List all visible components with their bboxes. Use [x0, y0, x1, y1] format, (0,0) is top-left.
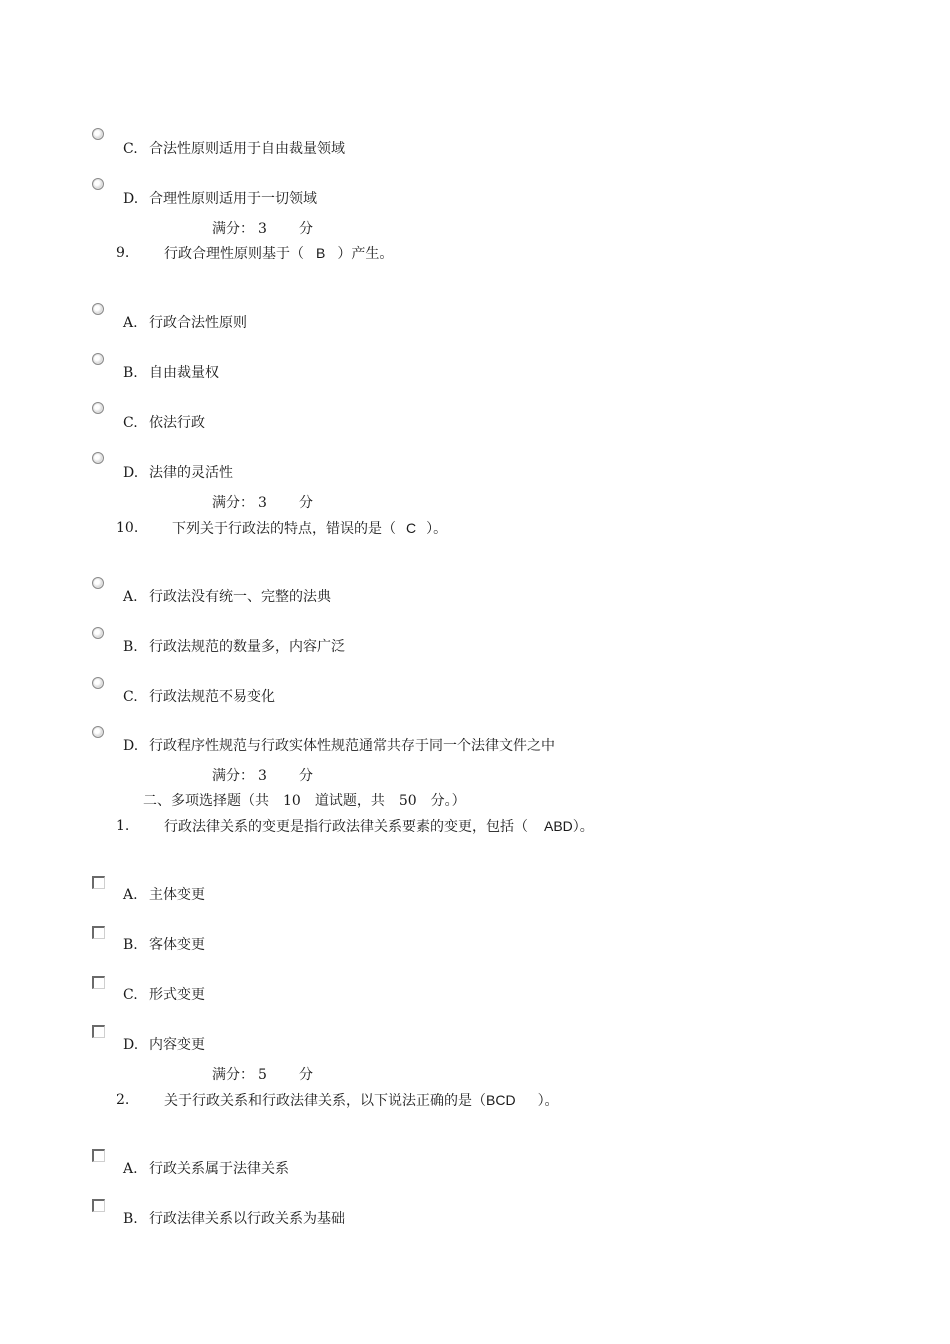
radio-q8-d[interactable]	[92, 178, 104, 190]
radio-q10-d[interactable]	[92, 726, 104, 738]
section-heading: 二、多项选择题（共 10 道试题，共 50 分。）	[143, 793, 466, 809]
option-letter: A.	[123, 315, 138, 331]
score-unit: 分	[299, 768, 313, 784]
option-letter: A.	[123, 887, 138, 903]
score-value: 3	[258, 768, 267, 784]
radio-q9-b[interactable]	[92, 353, 104, 365]
option-text: 行政法规范不易变化	[149, 689, 275, 705]
option-letter: D.	[123, 191, 139, 207]
checkbox-m1-c[interactable]	[92, 976, 105, 989]
option-text: 合法性原则适用于自由裁量领域	[149, 141, 345, 157]
option-letter: C.	[123, 689, 138, 705]
question-text: 行政法律关系的变更是指行政法律关系要素的变更，包括（ ABD）。	[164, 818, 594, 835]
answer: ABD	[544, 818, 573, 834]
checkbox-m1-d[interactable]	[92, 1025, 105, 1038]
option-text: 主体变更	[149, 887, 205, 903]
option-text: 形式变更	[149, 987, 205, 1003]
option-text: 合理性原则适用于一切领域	[149, 191, 317, 207]
question-text: 关于行政关系和行政法律关系，以下说法正确的是（BCD ）。	[164, 1092, 559, 1109]
option-text: 行政合法性原则	[149, 315, 247, 331]
question-text: 行政合理性原则基于（ B ）产生。	[164, 245, 394, 262]
score-label: 满分：	[212, 1067, 254, 1083]
option-letter: C.	[123, 987, 138, 1003]
option-text: 行政法律关系以行政关系为基础	[149, 1211, 345, 1227]
option-text: 法律的灵活性	[149, 465, 233, 481]
score-unit: 分	[299, 495, 313, 511]
option-letter: B.	[123, 1211, 138, 1227]
radio-q10-b[interactable]	[92, 627, 104, 639]
radio-q9-d[interactable]	[92, 452, 104, 464]
score-label: 满分：	[212, 221, 254, 237]
option-text: 行政法没有统一、完整的法典	[149, 589, 331, 605]
answer: C	[406, 520, 417, 536]
score-label: 满分：	[212, 495, 254, 511]
option-text: 行政法规范的数量多，内容广泛	[149, 639, 345, 655]
option-letter: B.	[123, 937, 138, 953]
score-value: 5	[258, 1067, 267, 1083]
question-number: 2.	[116, 1092, 130, 1108]
option-text: 依法行政	[149, 415, 205, 431]
question-number: 9.	[116, 245, 130, 261]
option-text: 自由裁量权	[149, 365, 219, 381]
option-letter: D.	[123, 465, 139, 481]
radio-q10-a[interactable]	[92, 577, 104, 589]
score-value: 3	[258, 221, 267, 237]
question-number: 1.	[116, 818, 130, 834]
checkbox-m2-b[interactable]	[92, 1199, 105, 1212]
answer: BCD	[486, 1092, 516, 1108]
option-letter: A.	[123, 1161, 138, 1177]
score-unit: 分	[299, 1067, 313, 1083]
radio-q9-c[interactable]	[92, 402, 104, 414]
option-letter: C.	[123, 141, 138, 157]
option-text: 行政关系属于法律关系	[149, 1161, 289, 1177]
checkbox-m2-a[interactable]	[92, 1149, 105, 1162]
option-letter: B.	[123, 365, 138, 381]
score-unit: 分	[299, 221, 313, 237]
radio-q10-c[interactable]	[92, 677, 104, 689]
option-text: 行政程序性规范与行政实体性规范通常共存于同一个法律文件之中	[149, 738, 555, 754]
score-value: 3	[258, 495, 267, 511]
answer: B	[316, 245, 326, 261]
question-number: 10.	[116, 520, 139, 536]
option-text: 客体变更	[149, 937, 205, 953]
option-letter: A.	[123, 589, 138, 605]
checkbox-m1-a[interactable]	[92, 876, 105, 889]
question-text: 下列关于行政法的特点，错误的是（ C ）。	[172, 520, 448, 537]
radio-q8-c[interactable]	[92, 128, 104, 140]
checkbox-m1-b[interactable]	[92, 926, 105, 939]
option-letter: C.	[123, 415, 138, 431]
option-letter: B.	[123, 639, 138, 655]
option-text: 内容变更	[149, 1037, 205, 1053]
score-label: 满分：	[212, 768, 254, 784]
option-letter: D.	[123, 738, 139, 754]
radio-q9-a[interactable]	[92, 303, 104, 315]
option-letter: D.	[123, 1037, 139, 1053]
